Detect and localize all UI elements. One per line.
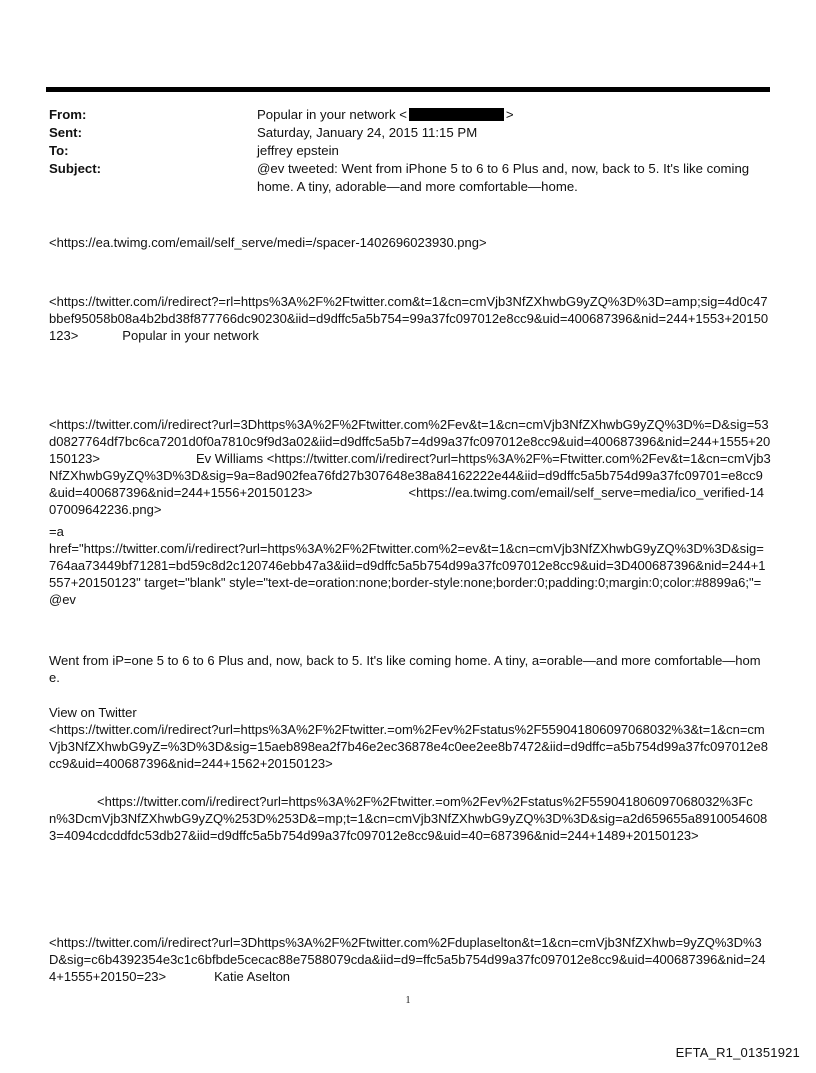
status-redirect-link[interactable]: <https://twitter.com/i/redirect?url=https%3A%2F%2Ftwitter.=om%2Fev%2Fstatus%2F559041806097068032%3Fcn%3DcmVjb3NfZXhwbG9yZQ%253D%253D&=mp;t=1&cn=cmVjb3NfZXhwbG9yZQ%3D%3D&sig=a2d659655a89100546083=4094cdcddfdc53db27&iid=d9dffc5a5b754d99a37fc097012e8cc9&uid=40=687396&nid=244+1489+20150123>	[49, 794, 768, 843]
from-label: From:	[49, 107, 87, 122]
next-profile-redirect-link[interactable]: <https://twitter.com/i/redirect?url=3Dhttps%3A%2F%2Ftwitter.com%2Fduplaselton&t=1&cn=cmVjb3NfZXhwb=9yZQ%3D%3D&sig=c6b4392354e3c1c6bfbde5cecac88e7588079cda&iid=d9=ffc5a5b754d99a37fc097012e8cc9&uid=400687396&nid=244+1555+20150=23>	[49, 935, 766, 984]
popular-label: Popular in your network	[122, 328, 259, 343]
verified-image-link[interactable]: <https://ea.twimg.com/email/self_serve=media/ico_verified-1407009642236.png>	[49, 485, 765, 517]
author-name: Ev Williams	[195, 451, 264, 466]
profile-redirect-link-2[interactable]: <https://twitter.com/i/redirect?url=https%3A%2F%=Ftwitter.com%2Fev&t=1&cn=cmVjb3NfZXhwbG9yZQ%3D%3D&sig=9a=8ad902fea76fd27b307648e38a84162222e44&iid=d9dffc5a5b754d99a37fc09701=e8cc9&uid=400687396&nid=244+1556+20150123>	[49, 451, 771, 500]
to-label: To:	[49, 143, 69, 158]
anchor-a: =a	[49, 524, 64, 539]
profile-redirect-link[interactable]: <https://twitter.com/i/redirect?url=3Dhttps%3A%2F%2Ftwitter.com%2Fev&t=1&cn=cmVjb3NfZXhwbG9yZQ%3D%=D&sig=53d0827764df7bc6ca7201d0f0a7810c9f9d3a02&iid=d9dffc5a5b7=4d99a37fc097012e8cc9&uid=400687396&nid=244+1555+20150123>	[49, 417, 771, 466]
sent-label: Sent:	[49, 125, 82, 140]
subject-value: @ev tweeted: Went from iPhone 5 to 6 to 6 Plus and, now, back to 5. It's like coming home. A tiny, adorable—and more comfortable—home.	[257, 161, 750, 194]
network-paragraph	[49, 293, 771, 344]
spacer-image-link[interactable]: <https://ea.twimg.com/email/self_serve/medi=/spacer-1402696023930.png>	[49, 235, 487, 250]
anchor-href[interactable]: href="https://twitter.com/i/redirect?url=https%3A%2F%2Ftwitter.com%2=ev&t=1&cn=cmVjb3NfZXhwbG9yZQ%3D%3D&sig=764aa73449bf71281=bd59c8d2c120746ebb47a3&iid=d9dffc5a5b754d99a37fc097012e8cc9&uid=3D400687396&nid=244+1557+20150123" target="blank" style="text-de=oration:none;border-style:none;border:0;padding:0;margin:0;color:#8899a6;"= @ev	[49, 541, 766, 607]
from-value: Popular in your network < >	[257, 107, 514, 122]
next-author-paragraph	[49, 934, 771, 985]
network-redirect-link[interactable]: <https://twitter.com/i/redirect?=rl=https%3A%2F%2Ftwitter.com&t=1&cn=cmVjb3NfZXhwbG9yZQ%3D%3D=amp;sig=4d0c47bbef95058b08a4b2bd38f877766dc90230&iid=d9dffc5a5b754=99a37fc097012e8cc9&uid=400687396&nid=244+1553+20150123>	[49, 294, 769, 343]
author-paragraph	[49, 416, 771, 518]
view-on-twitter-label[interactable]: View on Twitter	[49, 705, 137, 720]
to-value: jeffrey epstein	[257, 143, 339, 158]
sent-value: Saturday, January 24, 2015 11:15 PM	[257, 125, 478, 140]
bates-stamp: EFTA_R1_01351921	[675, 1045, 800, 1060]
redaction-box	[409, 108, 504, 121]
next-author-name: Katie Aselton	[214, 969, 291, 984]
page-number: 1	[405, 995, 411, 1006]
view-on-twitter-link[interactable]: <https://twitter.com/i/redirect?url=https%3A%2F%2Ftwitter.=om%2Fev%2Fstatus%2F559041806097068032%3&t=1&cn=cmVjb3NfZXhwbG9yZ=%3D%3D&sig=15aeb898ea2f7b46e2ec36878e4c0ee2ee8b7472&iid=d9dffc=a5b754d99a37fc097012e8cc9&uid=400687396&nid=244+1562+20150123>	[49, 722, 768, 771]
tweet-text: Went from iP=one 5 to 6 to 6 Plus and, now, back to 5. It's like coming home. A tiny, a=orable—and more comfortable—home.	[49, 653, 761, 685]
subject-label: Subject:	[49, 161, 102, 176]
header-rule	[46, 87, 770, 92]
